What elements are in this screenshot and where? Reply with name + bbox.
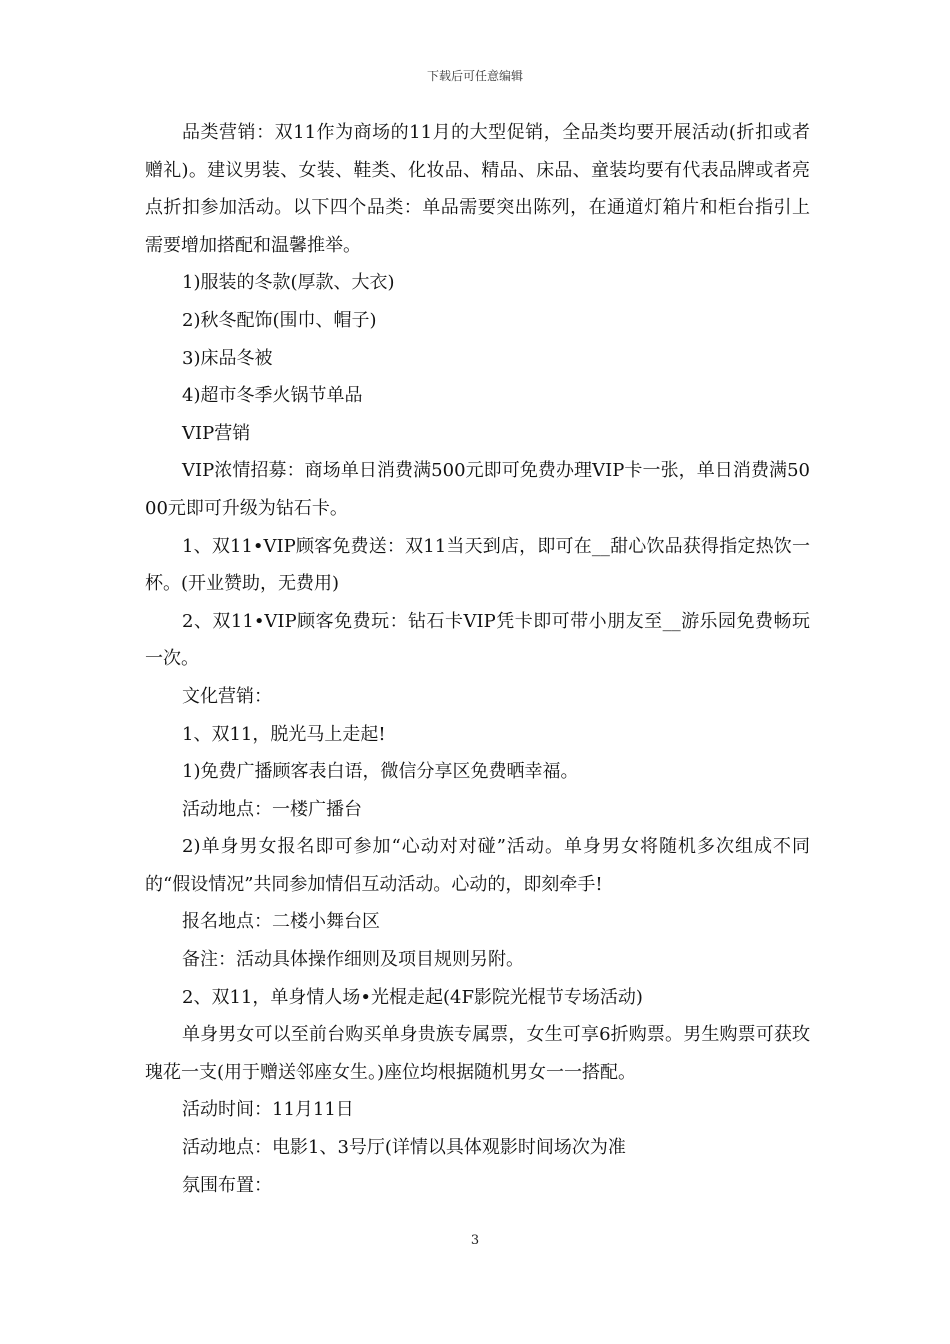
list-item-winter-clothing: 1)服装的冬款(厚款、大衣) — [182, 272, 395, 294]
section-heading-culture: 文化营销： — [182, 685, 272, 707]
document-body — [145, 114, 810, 1204]
paragraph-note: 备注：活动具体操作细则及项目规则另附。 — [182, 949, 524, 971]
page-number: 3 — [470, 1233, 480, 1248]
paragraph-culture-1: 1、双11，脱光马上走起! — [182, 723, 386, 745]
paragraph-vip-recruit: VIP浓情招募：商场单日消费满500元即可免费办理VIP卡一张，单日消费满5000元即可升级为钻石卡。 — [145, 460, 810, 519]
list-item-accessories: 2)秋冬配饰(围巾、帽子) — [182, 309, 377, 331]
paragraph-category-marketing: 品类营销：双11作为商场的11月的大型促销，全品类均要开展活动(折扣或者赠礼)。建议男装、女装、鞋类、化妆品、精品、床品、童装均要有代表品牌或者亮点折扣参加活动。以下四个品类：单品需要突出陈列，在通道灯箱片和柜台指引上需要增加搭配和温馨推举。 — [145, 122, 810, 256]
paragraph-activity-time: 活动时间：11月11日 — [182, 1099, 354, 1121]
paragraph-activity-location: 活动地点：电影1、3号厅(详情以具体观影时间场次为准 — [182, 1137, 626, 1159]
paragraph-ticket-offer: 单身男女可以至前台购买单身贵族专属票，女生可享6折购票。男生购票可获玫瑰花一支(用于赠送邻座女生。)座位均根据随机男女一一搭配。 — [145, 1024, 810, 1083]
paragraph-vip-free-gift: 1、双11•VIP顾客免费送：双11当天到店，即可在__甜心饮品获得指定热饮一杯。(开业赞助，无费用) — [145, 535, 810, 595]
page-header: 下载后可任意编辑 — [426, 69, 523, 83]
paragraph-culture-2: 2、双11，单身情人场•光棍走起(4F影院光棍节专场活动) — [182, 986, 643, 1008]
paragraph-broadcast: 1)免费广播顾客表白语，微信分享区免费晒幸福。 — [182, 761, 579, 783]
paragraph-atmosphere: 氛围布置： — [182, 1174, 272, 1196]
list-item-hotpot: 4)超市冬季火锅节单品 — [182, 385, 363, 407]
paragraph-location-broadcast: 活动地点：一楼广播台 — [182, 798, 362, 820]
section-heading-vip: VIP营销 — [182, 422, 251, 444]
list-item-bedding: 3)床品冬被 — [182, 347, 273, 369]
paragraph-vip-free-play: 2、双11•VIP顾客免费玩：钻石卡VIP凭卡即可带小朋友至__游乐园免费畅玩一次。 — [145, 610, 810, 670]
paragraph-matching-activity: 2)单身男女报名即可参加“心动对对碰”活动。单身男女将随机多次组成不同的“假设情况”共同参加情侣互动活动。心动的，即刻牵手! — [145, 836, 810, 895]
paragraph-signup-location: 报名地点：二楼小舞台区 — [182, 911, 380, 933]
